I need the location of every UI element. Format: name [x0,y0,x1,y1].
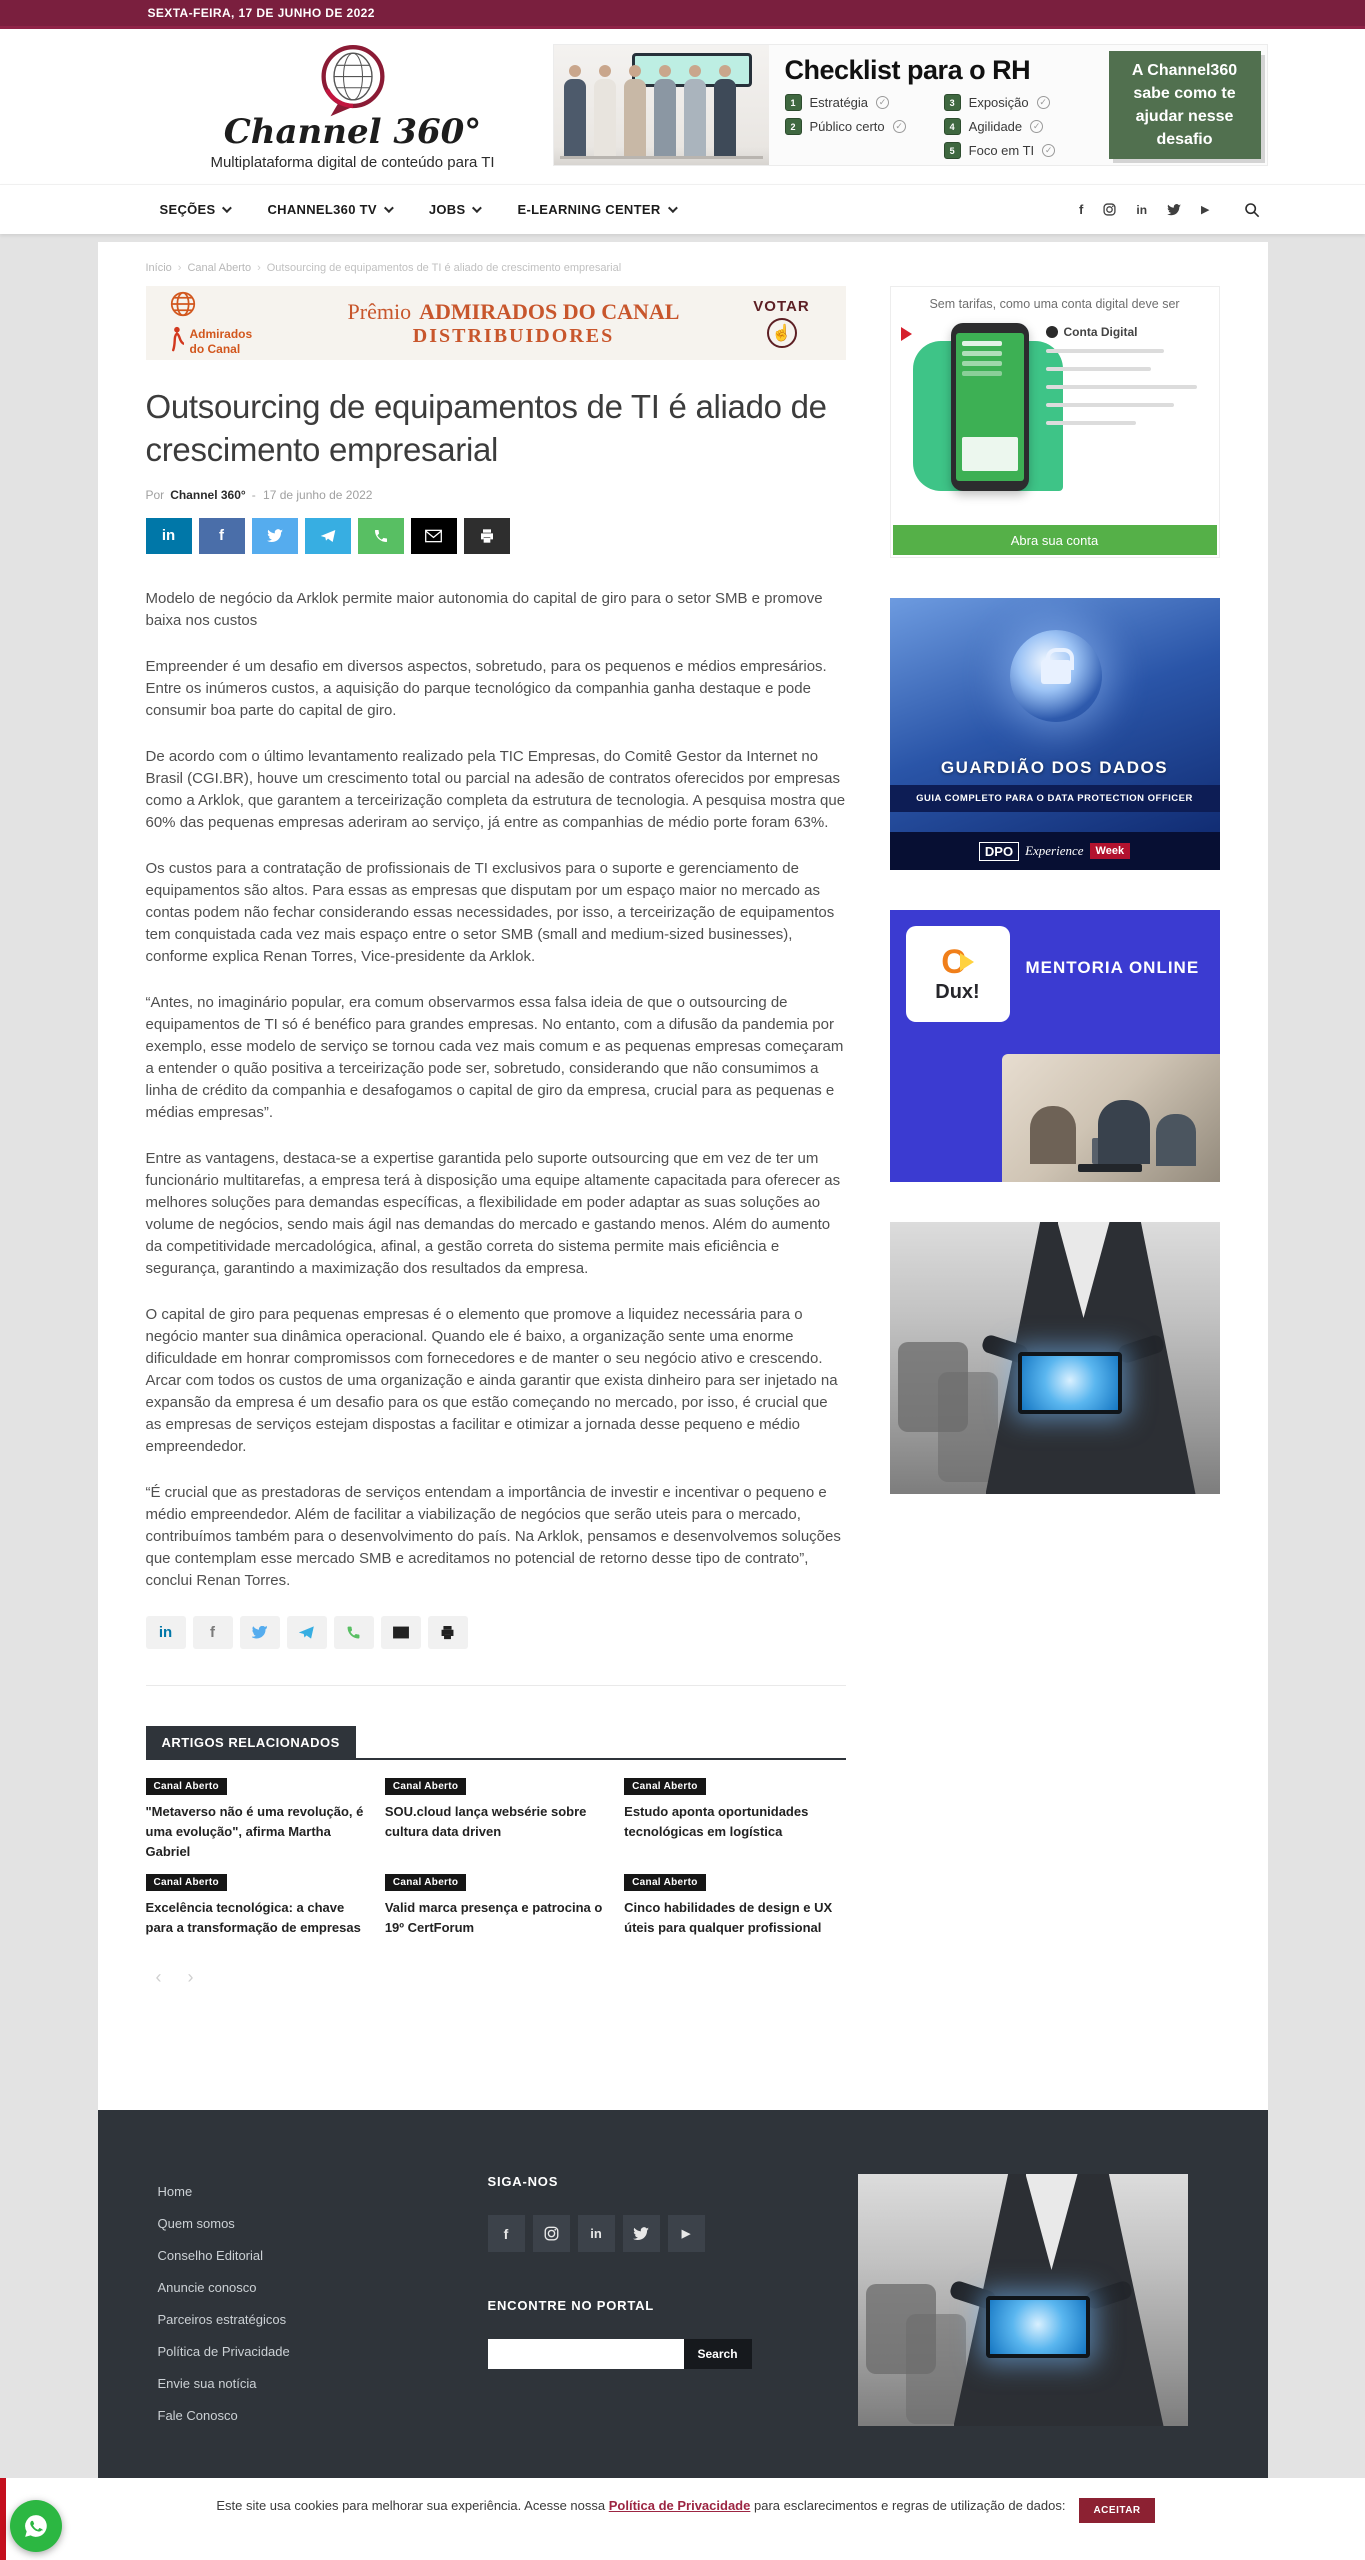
check-icon: ✓ [1042,144,1055,157]
instagram-icon[interactable] [533,2215,570,2252]
whatsapp-icon [23,2513,49,2539]
dpo-brand [890,832,1220,870]
checklist-label: Foco em TI [968,143,1035,158]
check-icon: ✓ [1030,120,1043,133]
premio-title-main: ADMIRADOS DO CANAL [419,298,680,324]
premio-title-prefix: Prêmio [347,298,412,324]
nav-label: E-LEARNING CENTER [517,202,661,217]
paragraph: “É crucial que as prestadoras de serviços entendam a importância de investir e incentivar o pequeno e médio empreendedor. Além de facilitar a viabilização de negócios que serão uteis para o mercado, contribuímos também para o desenvolvimento do país. Na Arklok, pensamos e desenvolvemos soluções que contemplam esse mercado SMB e acreditamos no potencial de retorno desse tipo de contrato”, conclui Renan Torres. [145,1483,841,1589]
checklist-item [944,118,1056,135]
admirados-do-canal-logo [168,289,288,357]
digital-bank-ad[interactable] [890,286,1220,558]
footer-search-input[interactable] [488,2339,684,2369]
footer-link-parceiros-estrategicos[interactable]: Parceiros estratégicos [157,2312,287,2327]
checklist-label: Público certo [809,119,885,134]
yellow-triangle-icon [960,953,974,971]
footer-link-home[interactable]: Home [157,2184,193,2199]
footer-link-politica-de-privacidade[interactable]: Política de Privacidade [157,2344,290,2359]
related-article-title[interactable]: Estudo aponta oportunidades tecnológicas em logística [624,1803,809,1839]
step-badge: 3 [944,94,961,111]
article-byline [146,488,846,502]
premio-admirados-banner[interactable] [146,286,846,360]
logo-title: Channel 360° [223,112,482,152]
person-silhouette [714,79,736,157]
chevron-down-icon [222,203,232,213]
category-badge[interactable]: Canal Aberto [385,1778,466,1795]
share-email-button[interactable] [381,1616,421,1649]
instagram-icon[interactable] [1103,203,1116,216]
linkedin-icon[interactable]: in [578,2215,615,2252]
category-badge[interactable]: Canal Aberto [385,1874,466,1891]
tablet-man-photo-ad[interactable] [890,1222,1220,1494]
glowing-tablet-graphic [986,2296,1090,2358]
bank-feature-panel [1046,325,1211,439]
linkedin-icon[interactable]: in [1136,202,1148,217]
nav-item-elearning-center[interactable] [517,202,674,217]
step-badge: 4 [944,118,961,135]
section-divider [146,1685,846,1686]
dux-logo [906,926,1010,1022]
footer-link-fale-conosco[interactable]: Fale Conosco [157,2408,238,2423]
related-article[interactable] [146,1872,367,1938]
share-linkedin-button[interactable] [146,1616,186,1649]
youtube-icon[interactable]: ▶ [668,2215,705,2252]
dpo-brand-dpo: DPO [979,842,1019,861]
text-placeholder-line [1046,385,1198,389]
text-placeholder-line [1046,403,1175,407]
person-silhouette [684,79,706,157]
person-silhouette [654,79,676,157]
byline-prefix: Por [145,487,165,502]
related-article-title[interactable]: Valid marca presença e patrocina o 19º CertForum [384,1900,603,1936]
print-icon [479,528,495,544]
chevron-down-icon [384,203,394,213]
site-header [0,29,1365,184]
next-page-button[interactable]: › [187,1966,194,1987]
related-article[interactable] [385,1872,606,1938]
chevron-down-icon [472,203,482,213]
header-banner-ad[interactable] [553,44,1268,166]
related-article-title[interactable]: Excelência tecnológica: a chave para a transformação de empresas [145,1900,361,1936]
checklist-label: Exposição [968,95,1029,110]
checklist-label: Estratégia [809,95,869,110]
twitter-icon[interactable] [623,2215,660,2252]
twitter-icon [267,529,283,543]
telegram-icon [320,529,336,543]
phone-graphic [951,323,1029,491]
nav-label: SEÇÕES [159,202,216,217]
facebook-icon[interactable]: f [1079,202,1084,217]
nav-item-channel360-tv[interactable] [267,202,390,217]
prev-page-button[interactable]: ‹ [155,1966,162,1987]
footer-link-envie-sua-noticia[interactable]: Envie sua notícia [157,2376,257,2391]
footer-link-anuncie-conosco[interactable]: Anuncie conosco [157,2280,257,2295]
nav-label: CHANNEL360 TV [267,202,377,217]
footer-link-conselho-editorial[interactable]: Conselho Editorial [157,2248,264,2263]
telegram-icon [299,1626,314,1639]
site-footer [98,2110,1268,2480]
bank-panel-title: Conta Digital [1046,325,1211,339]
dpo-brand-experience: Experience [1025,843,1084,858]
related-article[interactable] [385,1776,606,1862]
linkedin-icon: in [158,1623,173,1641]
nav-label: JOBS [428,202,466,217]
red-arrow-icon [901,327,912,341]
accept-cookies-button[interactable]: ACEITAR [1079,2498,1154,2523]
footer-search-button[interactable]: Search [684,2339,752,2369]
globe-outline-icon [168,289,198,324]
breadcrumb-section-link[interactable]: Canal Aberto [187,262,252,274]
breadcrumb-home-link[interactable]: Início [145,262,172,274]
article-title: Outsourcing de equipamentos de TI é aliado de crescimento empresarial [145,388,827,468]
whatsapp-icon [373,528,389,544]
breadcrumb [98,242,1268,286]
paragraph: Modelo de negócio da Arklok permite maior autonomia do capital de giro para o setor SMB e promove baixa nos custos [145,589,823,629]
logo-tagline: Multiplataforma digital de conteúdo para TI [210,154,495,171]
share-twitter-button[interactable] [252,518,298,554]
person-silhouette [624,79,646,157]
step-badge: 5 [944,142,961,159]
share-print-button[interactable] [464,518,510,554]
mail-icon [425,529,442,543]
twitter-icon [252,1626,267,1639]
related-article[interactable] [624,1776,845,1862]
step-badge: 2 [785,118,802,135]
glowing-tablet-graphic [1018,1352,1122,1414]
paragraph: Entre as vantagens, destaca-se a expertise garantida pelo suporte outsourcing que em vez de ter um funcionário multitarefas, a empresa terá à disposição uma equipe altamente capacitada para oferecer as melhores soluções para demandas específicas, a flexibilidade em poder adaptar as suas soluções ao volume de negócios, sendo mais ágil nas demandas do mercado e gastando menos. Além do aumento da competitividade mercadológica, afinal, a gestão correta do sistema permite mais eficiência e segurança, garantindo a maximização dos resultados da empresa. [145,1149,841,1277]
chair-graphic [906,2314,966,2424]
globe-speech-bubble-icon [309,42,397,118]
linkedin-icon: in [161,527,176,545]
mentoria-title: MENTORIA ONLINE [1025,958,1200,977]
related-pagination [146,1964,846,1990]
privacy-policy-link[interactable]: Política de Privacidade [608,2498,751,2513]
paragraph: O capital de giro para pequenas empresas é o elemento que promove a liquidez necessária para o negócio manter sua dinâmica operacional. Quando ele é baixo, a organização sente uma enorme dificuldade em honrar compromissos com fornecedores e de manter o seu negócio ativo e crescendo. Arcar com todos os custos de uma organização e ainda garantir que exista dinheiro para ser injetado na expansão da empresa é um desafio para os que estão começando no mercado, por isso, é crucial que as empresas de serviços estejam dispostas a facilitar e otimizar a jornada desse pequeno e médio empreendedor. [145,1305,838,1455]
hand-click-icon: ☝ [767,318,797,348]
related-heading: ARTIGOS RELACIONADOS [146,1726,356,1758]
share-telegram-button[interactable] [287,1616,327,1649]
checklist-item [944,142,1056,159]
checklist-label: Agilidade [968,119,1023,134]
facebook-icon: f [210,1623,215,1641]
paragraph: “Antes, no imaginário popular, era comum observarmos essa falsa ideia de que o outsourcing de equipamentos de TI só é benéfico para grandes empresas. No entanto, com a difusão da pandemia por exemplo, esse modelo de serviço se tornou cada vez mais comum e as pequenas empresas começaram a entender o quão positiva a terceirização pode ser, sobretudo, considerando que não consumimos a linha de crédito da companhia e desafogamos o capital de giro da empresa, crucial para as pequenas e médias empresas”. [145,993,844,1121]
nav-item-secoes[interactable] [160,202,230,217]
article-column [146,286,846,2000]
site-logo[interactable] [188,42,518,171]
category-badge[interactable]: Canal Aberto [624,1874,705,1891]
related-article[interactable] [624,1872,845,1938]
share-email-button[interactable] [411,518,457,554]
share-whatsapp-button[interactable] [334,1616,374,1649]
share-buttons-top [146,518,846,554]
text-placeholder-line [1046,367,1152,371]
premio-title-line2: DISTRIBUIDORES [412,324,615,347]
dux-c-mark: C [941,942,966,981]
dpo-ad-subtitle: GUIA COMPLETO PARA O DATA PROTECTION OFFICER [890,785,1220,812]
twitter-icon[interactable] [1167,204,1181,216]
top-date-bar [0,0,1365,29]
nav-item-jobs[interactable] [429,202,480,217]
facebook-icon[interactable]: f [488,2215,525,2252]
share-twitter-button[interactable] [240,1616,280,1649]
paragraph: Empreender é um desafio em diversos aspectos, sobretudo, para os pequenos e médios empresários. Entre os inúmeros custos, a aquisição do parque tecnológico da companhia ganha destaque e pode consumir boa parte do capital de giro. [145,657,827,719]
related-article-title[interactable]: Cinco habilidades de design e UX úteis para qualquer profissional [624,1900,833,1936]
open-account-button[interactable]: Abra sua conta [893,525,1217,555]
search-heading: ENCONTRE NO PORTAL [487,2298,655,2313]
main-navigation [0,184,1365,234]
text-placeholder-line [1046,349,1165,353]
footer-social-icons [488,2215,818,2252]
padlock-icon [1041,660,1071,684]
follow-us-heading: SIGA-NOS [487,2174,559,2189]
check-icon: ✓ [893,120,906,133]
footer-photo [858,2174,1188,2426]
related-article[interactable] [146,1776,367,1862]
breadcrumb-current: Outsourcing de equipamentos de TI é aliado de crescimento empresarial [266,262,622,274]
share-print-button[interactable] [428,1616,468,1649]
floor-line [560,156,763,159]
paragraph: De acordo com o último levantamento realizado pela TIC Empresas, do Comitê Gestor da Internet no Brasil (CGI.BR), houve um crescimento total ou parcial na adesão de contratos oferecidos por empresas como a Arklok, que garantem a terceirização completa da estrutura de tecnologia. A pesquisa mostra que 60% das pequenas empresas aderiram ao serviço, já entre as companhias de médio porte foram 63%. [145,747,846,831]
related-header-bar [146,1726,846,1760]
whatsapp-float-button[interactable] [10,2500,62,2552]
youtube-icon[interactable]: ▶ [1201,204,1210,216]
chevron-down-icon [667,203,677,213]
admirados-brand-text: Admirados do Canal [189,327,253,356]
text-placeholder-line [1046,421,1137,425]
banner-cta-box[interactable] [1109,51,1261,159]
category-badge[interactable]: Canal Aberto [146,1778,227,1795]
facebook-icon: f [219,527,224,545]
sidebar [890,286,1220,2000]
footer-links [158,2174,448,2426]
person-silhouette [594,79,616,157]
bank-ad-headline: Sem tarifas, como uma conta digital deve ser [929,297,1180,311]
related-articles-section [146,1726,846,1991]
check-icon: ✓ [1037,96,1050,109]
mentoria-online-ad[interactable] [890,910,1220,1182]
checklist-item [944,94,1056,111]
premio-title [306,299,722,348]
mentoring-photo [1002,1054,1220,1182]
byline-separator: - [251,487,256,502]
share-facebook-button[interactable] [199,518,245,554]
banner-cta-text: A Channel360 sabe como te ajudar nesse desafio [1131,61,1238,149]
dux-brand-name: Dux! [935,980,980,1003]
mail-icon [393,1626,409,1639]
print-icon [440,1625,455,1640]
current-date: SEXTA-FEIRA, 17 DE JUNHO DE 2022 [147,6,375,20]
top-date-bar-inner [98,4,1268,22]
checklist-item [785,94,906,111]
checklist-item [785,118,906,135]
footer-link-quem-somos[interactable]: Quem somos [157,2216,235,2231]
related-article-title[interactable]: SOU.cloud lança websérie sobre cultura data driven [384,1803,587,1839]
share-linkedin-button[interactable] [146,518,192,554]
chair-graphic [938,1372,998,1482]
dpo-ad-title: GUARDIÃO DOS DADOS [940,758,1169,777]
paragraph: Os custos para a contratação de profissionais de TI exclusivos para o suporte e gerenciamento de equipamentos são altos. Para essas as empresas que disputam por um espaço maior no mercado as contas podem não fechar considerando essas necessidades, por isso, a terceirização de equipamentos tem conquistada cada vez mais espaço entre o setor SMB (small and medium-sized businesses), conforme explica Renan Torres, Vice-presidente da Arklok. [145,859,835,965]
cookie-text: Este site usa cookies para melhorar sua experiência. Acesse nossa Política de Privacidade para esclarecimentos e regras de utilização de dados: [216,2498,1066,2513]
votar-button[interactable] [740,298,824,348]
article-date: 17 de junho de 2022 [263,487,373,502]
search-icon[interactable] [1244,202,1260,218]
page-content [98,242,1268,2480]
check-icon: ✓ [876,96,889,109]
share-telegram-button[interactable] [305,518,351,554]
cookie-consent-bar [0,2478,1365,2560]
running-person-icon [168,326,184,357]
share-whatsapp-button[interactable] [358,518,404,554]
category-badge[interactable]: Canal Aberto [146,1874,227,1891]
category-badge[interactable]: Canal Aberto [624,1778,705,1795]
article-body [146,588,846,1592]
data-guardian-ad[interactable] [890,598,1220,870]
related-article-title[interactable]: "Metaverso não é uma revolução, é uma evolução", afirma Martha Gabriel [145,1803,364,1860]
author-link[interactable]: Channel 360° [170,487,246,502]
dpo-brand-week: Week [1090,843,1131,859]
votar-label: VOTAR [753,298,810,315]
banner-title: Checklist para o RH [784,55,1031,85]
share-buttons-bottom [146,1616,846,1649]
banner-people-photo [554,45,769,165]
person-silhouette [564,79,586,157]
step-badge: 1 [785,94,802,111]
share-facebook-button[interactable] [193,1616,233,1649]
whatsapp-icon [346,1625,361,1640]
